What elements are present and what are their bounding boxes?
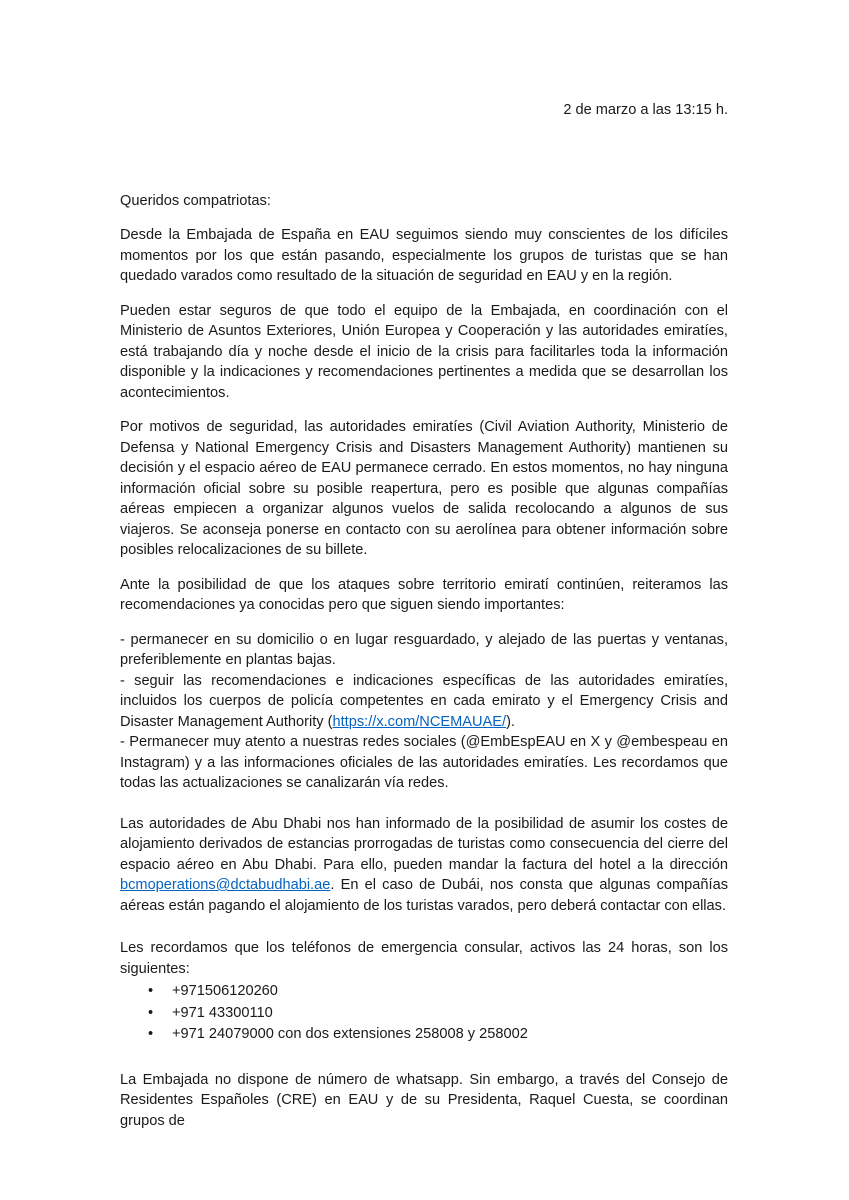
phone-number: +971506120260 (172, 983, 278, 999)
phone-number: +971 24079000 con dos extensiones 258008 y 258002 (172, 1026, 528, 1042)
bullet-icon: • (148, 1026, 154, 1042)
letter-greeting: Queridos compatriotas: (120, 192, 271, 209)
recommendation-follow-authorities-end: ). (506, 713, 515, 730)
paragraph-emergency-phones-intro: Les recordamos que los teléfonos de emergencia consular, activos las 24 horas, son los siguientes: (120, 940, 728, 977)
abu-dhabi-text: Las autoridades de Abu Dhabi nos han informado de la posibilidad de asumir los costes de alojamiento derivados de estancias prorrogadas de turistas como consecuencia del cierre del espacio aéreo en Abu Dhabi. Para ello, pueden mandar la factura del hotel a la dirección (120, 815, 728, 873)
recommendation-follow-authorities (120, 671, 728, 733)
recommendation-social-media: - Permanecer muy atento a nuestras redes sociales (@EmbEspEAU en X y @embespeau en Instagram) y a las informaciones oficiales de las autoridades emiratíes. Les recordamos que todas las actualizaciones se canalizarán vía redes. (120, 734, 728, 791)
ncema-link[interactable]: https://x.com/NCEMAUAE/ (332, 713, 507, 730)
recommendations-list (120, 630, 728, 794)
paragraph-embassy-team: Pueden estar seguros de que todo el equipo de la Embajada, en coordinación con el Ministerio de Asuntos Exteriores, Unión Europea y Cooperación y las autoridades emiratíes, está trabajando día y noche desde el inicio de la crisis para facilitarles toda la información disponible y la indicaciones y recomendaciones pertinentes a medida que se desarrollan los acontecimientos. (120, 302, 728, 401)
recommendation-follow-authorities-text: - seguir las recomendaciones e indicaciones específicas de las autoridades emiratíes, incluidos los cuerpos de policía competentes en cada emirato y el Emergency Crisis and Disaster Management Authority ( (120, 672, 728, 730)
hotel-invoice-email-link[interactable]: bcmoperations@dctabudhabi.ae (120, 877, 331, 893)
dubai-text: . En el caso de Dubái, nos consta que algunas compañías aéreas están pagando el alojamiento de los turistas varados, pero deberá contactar con ellas. (120, 877, 728, 914)
paragraph-airspace-closed: Por motivos de seguridad, las autoridades emiratíes (Civil Aviation Authority, Ministerio de Defensa y National Emergency Crisis and Disasters Management Authority) mantienen su decisión y el espacio aéreo de EAU permanece cerrado. En estos momentos, no hay ninguna información oficial sobre su posible reapertura, pero es posible que algunas compañías aéreas empiecen a organizar algunos vuelos de salida recolocando a algunos de sus viajeros. Se aconseja ponerse en contacto con su aerolínea para obtener información sobre posibles relocalizaciones de su billete. (120, 419, 728, 558)
phone-number: +971 43300110 (172, 1004, 273, 1021)
bullet-icon: • (148, 1004, 154, 1021)
paragraph-abu-dhabi-costs (120, 814, 728, 917)
letter-date: 2 de marzo a las 13:15 h. (563, 102, 728, 118)
recommendation-stay-home: - permanecer en su domicilio o en lugar resguardado, y alejado de las puertas y ventanas, preferiblemente en plantas bajas. (120, 631, 728, 668)
letter-page (120, 100, 728, 1145)
list-item (148, 1024, 728, 1046)
paragraph-whatsapp: La Embajada no dispone de número de whatsapp. Sin embargo, a través del Consejo de Residentes Españoles (CRE) en EAU y de su Presidenta, Raquel Cuesta, se coordinan grupos de (120, 1071, 728, 1129)
list-item (148, 1003, 728, 1025)
list-item (148, 981, 728, 1003)
paragraph-recommendations-intro: Ante la posibilidad de que los ataques sobre territorio emiratí continúen, reiteramos las recomendaciones ya conocidas pero que siguen siendo importantes: (120, 576, 728, 613)
paragraph-embassy-awareness: Desde la Embajada de España en EAU seguimos siendo muy conscientes de los difíciles momentos por los que están pasando, especialmente los grupos de turistas que se han quedado varados como resultado de la situación de seguridad en EAU y en la región. (120, 227, 728, 284)
bullet-icon: • (148, 983, 154, 999)
emergency-phones-list (120, 981, 728, 1046)
